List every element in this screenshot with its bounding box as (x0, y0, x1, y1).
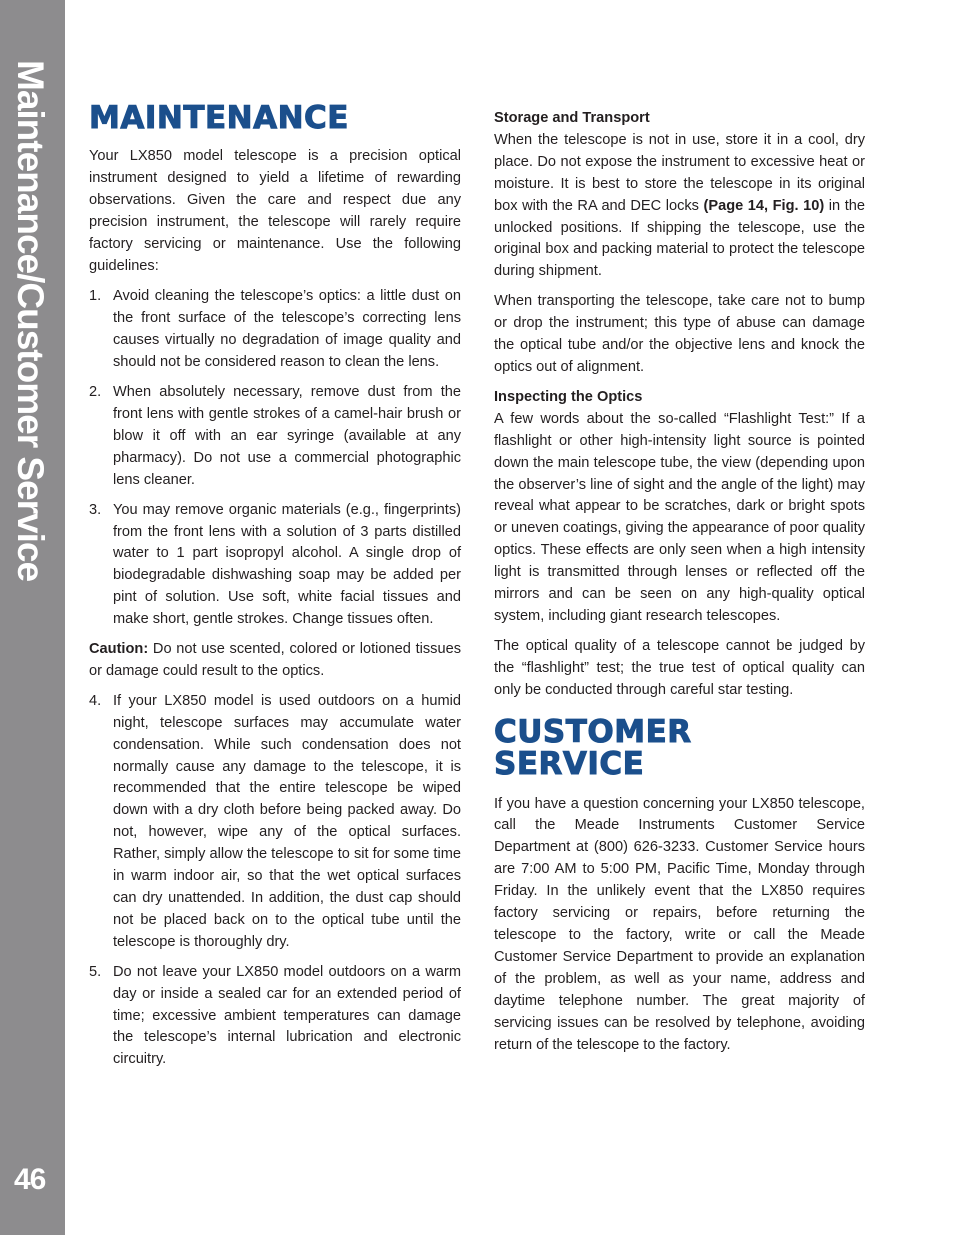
storage-heading: Storage and Transport (494, 110, 650, 126)
list-number: 1. (89, 288, 102, 305)
caution-paragraph (89, 639, 461, 683)
maintenance-heading: MAINTENANCE (89, 100, 349, 136)
maintenance-intro: Your LX850 model telescope is a precision optical instrument designed to yield a lifetime of rewarding observations. Given the care and respect due any precision instrument, the telescope will rarely require factory servicing or maintenance. Use the following guidelines: (89, 148, 461, 274)
list-text: When absolutely necessary, remove dust from the front lens with gentle strokes of a camel-hair brush or blow it off with an ear syringe (available at any pharmacy). Do not use a commercial photographic lens cleaner. (113, 384, 461, 488)
sidebar-title: Maintenance/Customer Service (10, 60, 51, 582)
maintenance-list-1 (89, 286, 461, 631)
page-number: 46 (14, 1163, 46, 1196)
list-number: 2. (89, 384, 102, 401)
caution-label: Caution: (89, 641, 149, 658)
list-item (89, 691, 461, 954)
list-item (89, 286, 461, 374)
storage-paragraph-1 (494, 130, 865, 283)
list-item (89, 962, 461, 1072)
list-item (89, 382, 461, 492)
list-number: 4. (89, 692, 102, 709)
customer-service-heading-line2: SERVICE (494, 745, 645, 782)
left-column (89, 100, 461, 1079)
optics-paragraph-1: A few words about the so-called “Flashlight Test:” If a flashlight or other high-intensity light source is pointed down the main telescope tube, the view (depending upon the observer’s line of sight and the angle of the light) may reveal what appear to be scratches, dark or bright spots or uneven coatings, giving the appearance of poor quality optics. These effects are only seen when a high intensity light is transmitted through lenses or reflected off the mirrors and can be seen on any high-quality optical system, including giant research telescopes. (494, 410, 865, 624)
list-text: Avoid cleaning the telescope’s optics: a little dust on the front surface of the telescope’s correcting lens causes virtually no degradation of image quality and should not be considered reason to clean the lens. (113, 288, 461, 371)
list-item (89, 500, 461, 631)
customer-service-heading (494, 713, 865, 782)
right-column (494, 108, 865, 1064)
storage-page-reference: (Page 14, Fig. 10) (703, 197, 825, 214)
list-number: 5. (89, 963, 102, 980)
list-text: You may remove organic materials (e.g., fingerprints) from the front lens with a solution of 3 parts distilled water to 1 part isopropyl alcohol. A single drop of biodegradable dishwashing soap may be added per pint of solution. Use soft, white facial tissues and make short, gentle strokes. Change tissues often. (113, 501, 461, 628)
list-number: 3. (89, 501, 102, 518)
list-text: If your LX850 model is used outdoors on a humid night, telescope surfaces may accumulate water condensation. While such condensation does not normally cause any damage to the telescope, it is recommended that the entire telescope be wiped down with a dry cloth before being packed away. Do not, however, wipe any of the optical surfaces. Rather, simply allow the telescope to sit for some time in warm indoor air, so that the wet optical surfaces can dry unattended. In addition, the dust cap should not be placed back on to the optical tube until the telescope is thoroughly dry. (113, 692, 461, 950)
storage-text-b: in the unlocked positions. If shipping the telescope, use the original box and packing material to protect the telescope during shipment. (494, 197, 865, 280)
sidebar (0, 0, 65, 1235)
storage-text-a: When the telescope is not in use, store it in a cool, dry place. Do not expose the instrument to excessive heat or moisture. It is best to store the telescope in its original box with the RA and DEC locks (494, 131, 865, 214)
customer-service-paragraph: If you have a question concerning your LX850 telescope, call the Meade Instruments Customer Service Department at (800) 626-3233. Customer Service hours are 7:00 AM to 5:00 PM, Pacific Time, Monday through Friday. In the unlikely event that the LX850 requires factory servicing or repairs, before returning the telescope to the factory, write or call the Meade Customer Service Department to provide an explanation of the problem, as well as your name, address and daytime telephone number. The great majority of servicing issues can be resolved by telephone, avoiding return of the telescope to the factory. (494, 795, 865, 1053)
customer-service-heading-line1: CUSTOMER (494, 713, 692, 750)
caution-text: Do not use scented, colored or lotioned tissues or damage could result to the optics. (89, 641, 461, 679)
list-text: Do not leave your LX850 model outdoors on a warm day or inside a sealed car for an extended period of time; excessive ambient temperatures can damage the telescope’s internal lubrication and electronic circuitry. (113, 963, 461, 1068)
storage-paragraph-2: When transporting the telescope, take care not to bump or drop the instrument; this type of abuse can damage the optical tube and/or the objective lens and knock the optics out of alignment. (494, 293, 865, 375)
maintenance-list-2 (89, 691, 461, 1071)
optics-heading: Inspecting the Optics (494, 388, 643, 405)
optics-paragraph-2: The optical quality of a telescope cannot be judged by the “flashlight” test; the true test of optical quality can only be conducted through careful star testing. (494, 637, 865, 698)
